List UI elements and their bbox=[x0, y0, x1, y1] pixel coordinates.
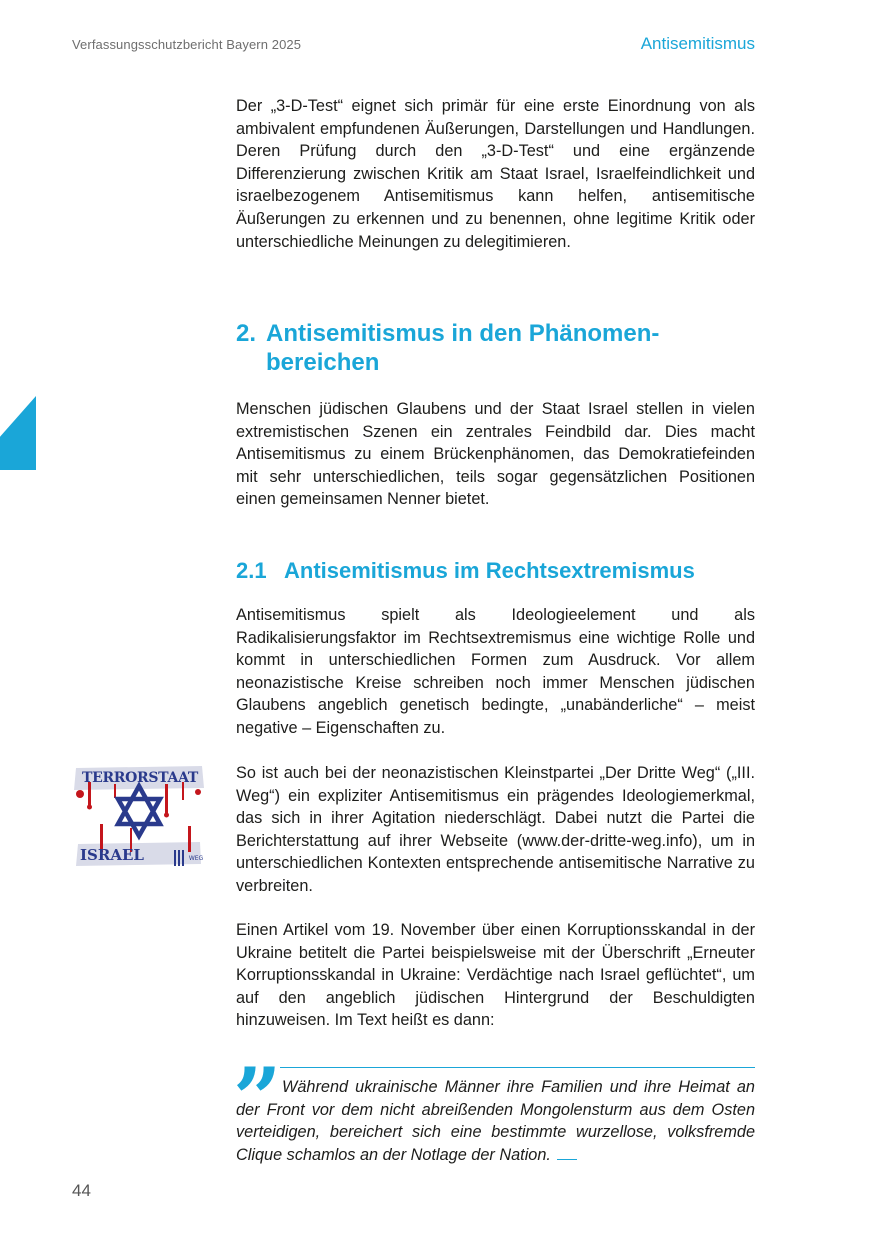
section-2-title-line2: bereichen bbox=[266, 349, 380, 376]
block-quote-text: Während ukrainische Männer ihre Familien und ihre Heimat an der Front vor dem nicht abreißenden Mongolensturm aus dem Osten verteidigen, bereichert sich eine bestimmte wurzellose, volksfremde Clique schamlos an der Notlage der Nation. bbox=[236, 1078, 755, 1164]
image-bottom-text: ISRAEL bbox=[80, 846, 144, 864]
running-header-section: Antisemitismus bbox=[640, 34, 755, 53]
image-top-text: TERRORSTAAT bbox=[81, 770, 199, 786]
section-2-1-number: 2.1 bbox=[236, 558, 267, 583]
image-logo-text: WEG bbox=[188, 855, 204, 862]
section-2-1-heading bbox=[236, 557, 756, 585]
section-2-number: 2. bbox=[236, 320, 257, 347]
section-2-heading bbox=[236, 319, 756, 377]
section-2-1-body-1 bbox=[236, 604, 755, 740]
section-2-1-paragraph-2: So ist auch bei der neonazistischen Kleinstpartei „Der Dritte Weg“ („III. Weg“) ein expliziter Antisemitismus ein prägendes Ideologiemerkmal, das sich in ihrer Agitation niederschlägt. Dabei nutzt die Partei die Berichterstattung auf ihrer Webseite (www.der-dritte-weg.info), um in unterschiedlichen Kontexten entsprechende antisemitische Narrative zu verbreiten. bbox=[236, 764, 755, 895]
chapter-side-tab bbox=[0, 396, 36, 470]
intro-block bbox=[236, 95, 755, 253]
block-quote bbox=[236, 1076, 755, 1166]
running-header-publication: Verfassungsschutzbericht Bayern 2025 bbox=[72, 37, 302, 52]
section-2-body bbox=[236, 398, 755, 511]
section-2-paragraph: Menschen jüdischen Glaubens und der Staat Israel stellen in vielen extremistischen Szenen ein zentrales Feindbild dar. Dies macht Antisemitismus zu einem Brückenphänomen, das Demokratiefeinden mit sehr unterschiedlichen, teils sogar gegensätzlichen Positionen einen gemeinsamen Nenner bietet. bbox=[236, 400, 755, 509]
terrorstaat-israel-image bbox=[70, 764, 207, 872]
quote-top-rule bbox=[280, 1067, 755, 1068]
section-2-1-body-2 bbox=[236, 762, 755, 898]
section-2-1-paragraph-3: Einen Artikel vom 19. November über einen Korruptionsskandal in der Ukraine betitelt die Partei beispielsweise mit der Überschrift „Erneuter Korruptionsskandal in Ukraine: Verdächtige nach Israel geflüchtet“, um auf den angeblich jüdischen Hintergrund der Beschuldigten hinzuweisen. Im Text heißt es dann: bbox=[236, 921, 755, 1030]
intro-paragraph: Der „3-D-Test“ eignet sich primär für eine erste Einordnung von als ambivalent empfundenen Äußerungen, Darstellungen und Handlungen. Deren Prüfung durch den „3-D-Test“ und eine ergänzende Differenzierung zwischen Kritik am Staat Israel, Israelfeindlichkeit und israelbezogenem Antisemitismus kann helfen, antisemitische Äußerungen zu erkennen und zu benennen, ohne legitime Kritik oder unterschiedliche Meinungen zu delegitimieren. bbox=[236, 97, 755, 251]
quote-end-rule bbox=[557, 1159, 577, 1160]
section-2-title-line1: Antisemitismus in den Phänomen- bbox=[266, 320, 660, 347]
section-2-1-paragraph-1: Antisemitismus spielt als Ideologieelement und als Radikalisierungsfaktor im Rechtsextremismus eine wichtige Rolle und kommt in unterschiedlichen Formen zum Ausdruck. Vor allem neonazistische Kreise schreiben noch immer Menschen jüdischen Glaubens angeblich genetisch bedingte, „unabänderliche“ – meist negative – Eigenschaften zu. bbox=[236, 606, 755, 737]
section-2-1-title: Antisemitismus im Rechtsextremismus bbox=[284, 558, 695, 583]
section-2-1-body-3 bbox=[236, 919, 755, 1032]
page-number: 44 bbox=[72, 1181, 91, 1200]
quote-mark-icon: ” bbox=[233, 1049, 282, 1148]
